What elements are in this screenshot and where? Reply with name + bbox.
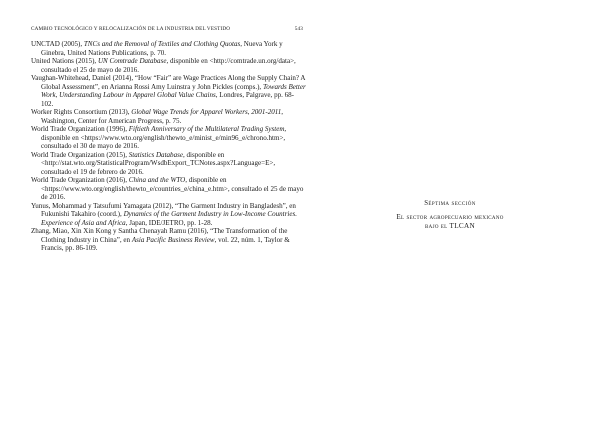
reference-entry: Zhang, Miao, Xin Xin Kong y Santha Chenayah Ramu (2016), “The Transformation of the Clothing Industry in China”, en Asia Pacific Business Review, vol. 22, núm. 1, Taylor & Francis, pp. 86-109. [31, 227, 290, 252]
reference-entry: World Trade Organization (2015), Statistics Database, disponible en <http://stat.wto.org/StatisticalProgram/WsdbExport_TCNotes.aspx?Language=E>, consultado el 19 de febrero de 2016. [31, 150, 276, 176]
reference-list [31, 40, 306, 253]
section-title-line: El sector agropecuario mexicano [396, 213, 504, 221]
section-title-page [370, 200, 530, 231]
reference-entry: UNCTAD (2005), TNCs and the Removal of Textiles and Clothing Quotas, Nueva York y Ginebra, United Nations Publications, p. 70. [31, 40, 283, 57]
section-title-line: bajo el TLCAN [425, 221, 475, 230]
reference-entry: World Trade Organization (1996), Fiftieth Anniversary of the Multilateral Trading System, disponible en <https://www.wto.org/english/thewto_e/minist_e/min96_e/chrono.htm>, consultado el 30 de mayo de 2016. [31, 125, 287, 150]
reference-entry: World Trade Organization (2016), China and the WTO, disponible en <https://www.wto.org/english/thewto_e/countries_e/china_e.htm>, consultado el 25 de mayo de 2016. [31, 176, 304, 201]
reference-entry: United Nations (2015), UN Comtrade Database, disponible en <http://comtrade.un.org/data>, consultado el 25 de mayo de 2016. [31, 57, 296, 74]
section-title [370, 213, 530, 231]
reference-entry: Worker Rights Consortium (2013), Global Wage Trends for Apparel Workers, 2001-2011, Washington, Center for American Progress, p. 75. [31, 108, 284, 125]
page-number: 543 [294, 26, 303, 32]
reference-entry: Yunus, Mohammad y Tatsufumi Yamagata (2012), “The Garment Industry in Bangladesh”, en Fukunishi Takahiro (coord.), Dynamics of the Garment Industry in Low-Income Countries. Experience of Asia and Africa, Japan, IDE/JETRO, pp. 1-28. [31, 201, 297, 227]
running-head [31, 26, 303, 32]
section-label: Séptima sección [424, 200, 476, 207]
running-title: CAMBIO TECNOLÓGICO Y RELOCALIZACIÓN DE LA INDUSTRIA DEL VESTIDO [31, 26, 231, 32]
reference-entry: Vaughan-Whitehead, Daniel (2014), “How “Fair” are Wage Practices Along the Supply Chain? A Global Assessment”, en Arianna Rossi Amy Luinstra y John Pickles (comps.), Towards Better Work, Understanding Labour in Apparel Global Value Chains, Londres, Palgrave, pp. 68-102. [31, 74, 306, 108]
